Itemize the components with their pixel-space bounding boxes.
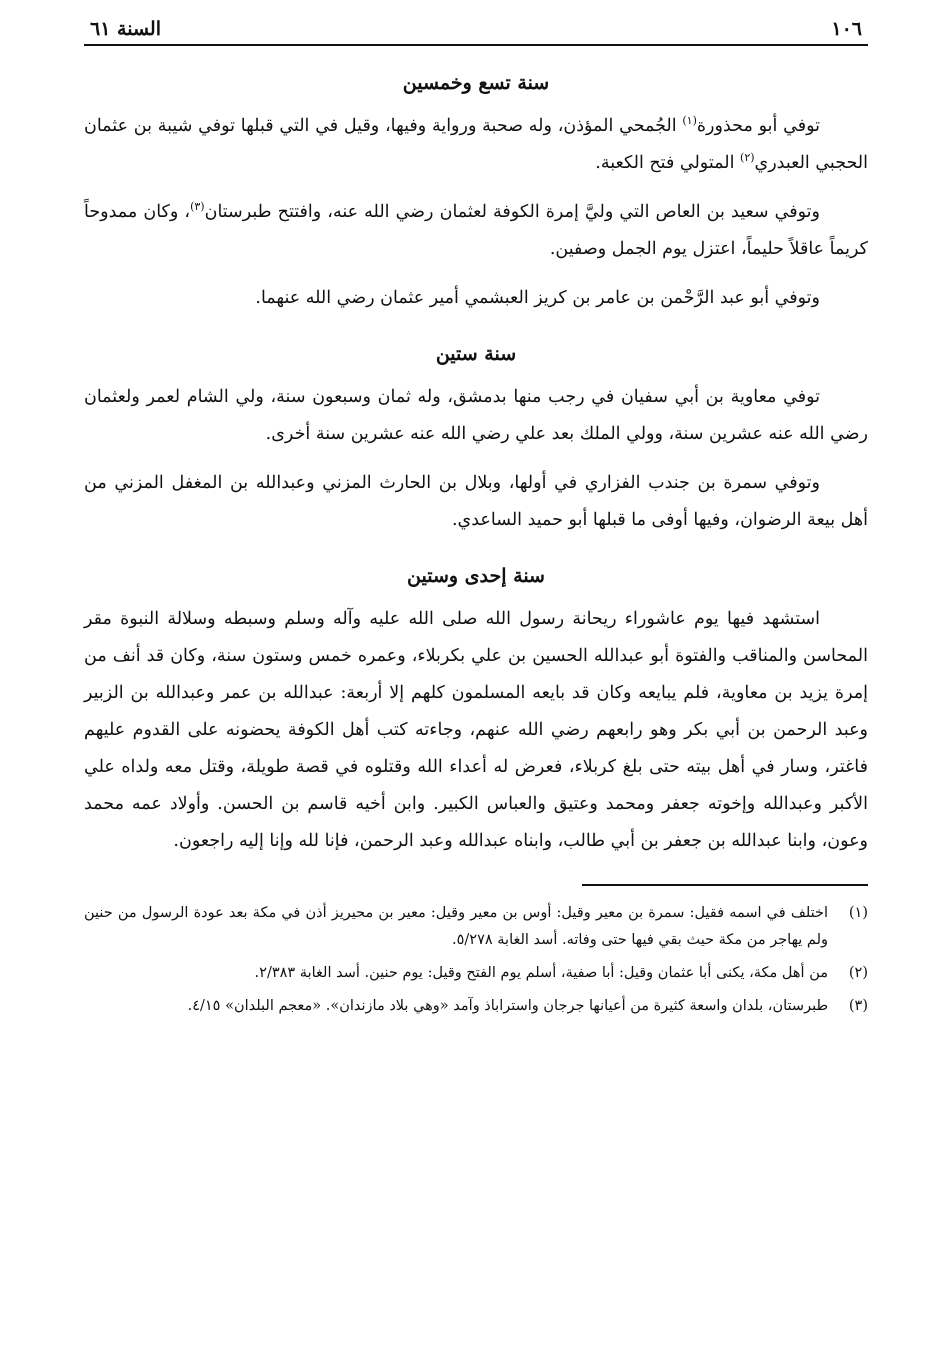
footnote-item [84, 960, 868, 987]
footnote-ref[interactable]: (١) [682, 114, 697, 128]
section-year-61 [84, 565, 868, 860]
footnote-ref[interactable]: (٢) [740, 151, 755, 165]
footnote-text: طبرستان، بلدان واسعة كثيرة من أعيانها جرجان واستراباذ وآمد «وهي بلاد مازندان». «معجم البلدان» ٤/١٥. [187, 998, 828, 1014]
section-title: سنة تسع وخمسين [402, 72, 550, 94]
section-title: سنة ستين [435, 343, 517, 365]
footnote-item [84, 993, 868, 1020]
footnote-divider [582, 884, 868, 886]
footnote-ref[interactable]: (٣) [190, 200, 205, 214]
footnote-text: من أهل مكة، يكنى أبا عثمان وقيل: أبا صفية، أسلم يوم الفتح وقيل: يوم حنين. أسد الغابة ٢/٣٨٣. [254, 965, 828, 981]
paragraph: وتوفي سمرة بن جندب الفزاري في أولها، وبلال بن الحارث المزني وعبدالله بن المغفل المزني من أهل بيعة الرضوان، وفيها أوفى ما قبلها أبو حميد الساعدي. [84, 473, 868, 530]
paragraph: توفي أبو محذورة$^{(١)}$ الجُمحي المؤذن، وله صحبة ورواية وفيها، وقيل في التي قبلها توفي شيبة بن عثمان الحجبي العبدري$^{(٢)}$ المتولي فتح الكعبة. [84, 114, 868, 173]
running-title: السنة ٦١ [90, 18, 161, 40]
paragraph: توفي معاوية بن أبي سفيان في رجب منها بدمشق، وله ثمان وسبعون سنة، ولي الشام لعمر ولعثمان رضي الله عنه عشرين سنة، وولي الملك بعد علي رضي الله عنه عشرين سنة أخرى. [84, 387, 868, 444]
footnote-number: (١) [848, 905, 868, 921]
paragraph: استشهد فيها يوم عاشوراء ريحانة رسول الله صلى الله عليه وآله وسلم وسبطه وسلالة النبوة مقر المحاسن والمناقب والفتوة أبو عبدالله الحسين بن علي بكربلاء، وعمره خمس وستون سنة، وكان قد أنف من إمرة يزيد بن معاوية، فلم يبايعه وكان قد بايعه المسلمون كلهم إلا أربعة: عبدالله بن عمر وعبدالله بن الزبير وعبد الرحمن بن أبي بكر وهو رابعهم رضي الله عنهم، وجاءته كتب أهل الكوفة يحضونه على القدوم عليهم فاغتر، وسار في أهل بيته حتى بلغ كربلاء، فعرض له أعداء الله وقتلوه في قصة طويلة، وقتل معه ولداه علي الأكبر وعبدالله وإخوته جعفر ومحمد وعتيق والعباس الكبير. وابن أخيه قاسم بن الحسن. وأولاد عمه محمد وعون، وابنا عبدالله بن جعفر بن أبي طالب، وابناه عبدالله وعبد الرحمن، فإنا لله وإنا إليه راجعون. [84, 609, 868, 851]
section-year-60 [84, 343, 868, 539]
footnote-text: اختلف في اسمه فقيل: سمرة بن معير وقيل: أوس بن معير وقيل: معير بن محيريز أذن في مكة بعد عودة الرسول من حنين ولم يهاجر من مكة حيث بقي فيها حتى وفاته. أسد الغابة ٥/٢٧٨. [84, 905, 828, 948]
footnotes [84, 900, 868, 1020]
section-title: سنة إحدى وستين [407, 565, 545, 587]
footnote-item [84, 900, 868, 954]
running-header [84, 0, 868, 46]
footnote-number: (٢) [848, 965, 868, 981]
paragraph: وتوفي سعيد بن العاص التي وليَّ إمرة الكوفة لعثمان رضي الله عنه، وافتتح طبرستان$^{(٣)}$، وكان ممدوحاً كريماً عاقلاً حليماً، اعتزل يوم الجمل وصفين. [84, 200, 868, 259]
paragraph: وتوفي أبو عبد الرَّحْمن بن عامر بن كريز العبشمي أمير عثمان رضي الله عنهما. [255, 288, 820, 308]
section-year-59 [84, 72, 868, 317]
footnote-number: (٣) [848, 998, 868, 1014]
page-number: ١٠٦ [831, 18, 862, 40]
